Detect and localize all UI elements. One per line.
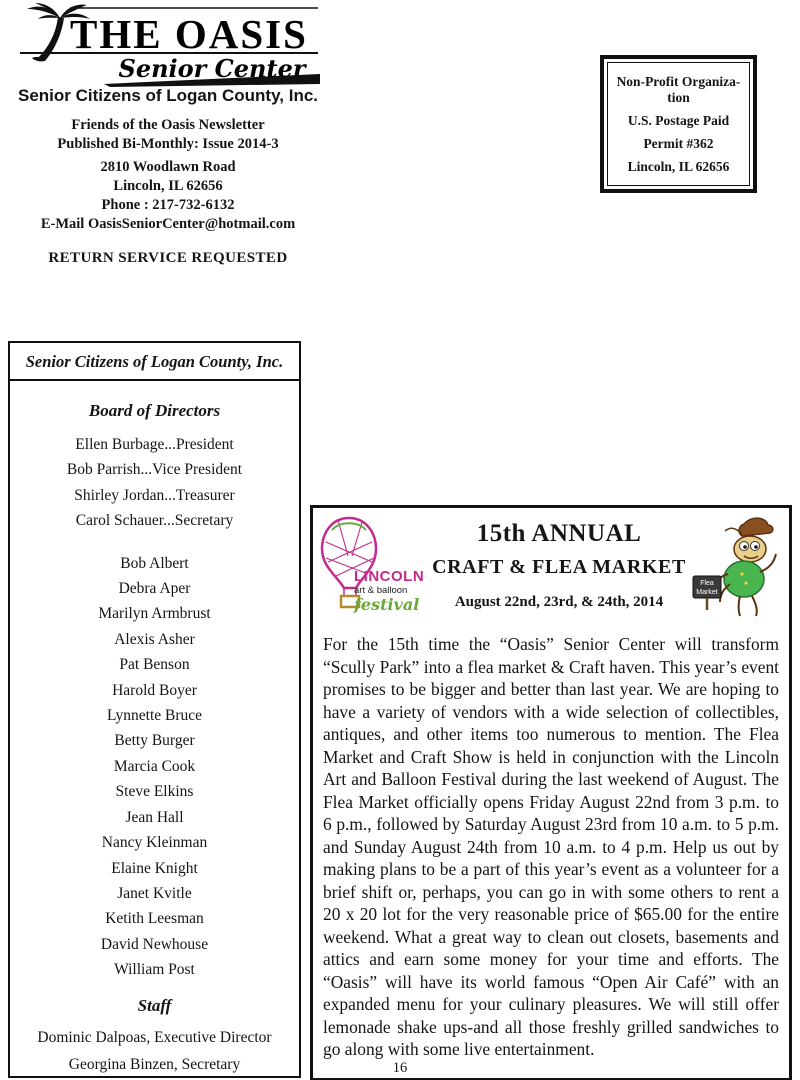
board-member: William Post <box>114 961 195 979</box>
address-line: 2810 Woodlawn Road <box>100 159 236 175</box>
postage-line: Permit #362 <box>643 136 714 151</box>
address-line: Lincoln, IL 62656 <box>113 178 223 194</box>
event-subtitle: CRAFT & FLEA MARKET <box>432 556 686 578</box>
board-of-directors-heading: Board of Directors <box>88 401 221 420</box>
logo-subtitle: Senior Center <box>118 54 306 83</box>
address-line: Phone : 217-732-6132 <box>101 197 235 213</box>
event-dates: August 22nd, 23rd, & 24th, 2014 <box>454 594 664 610</box>
event-titles <box>428 512 690 611</box>
address-block <box>12 158 324 234</box>
newsletter-info <box>12 116 324 154</box>
festival-logo-lincoln: LINCOLN <box>354 568 425 585</box>
board-member: Harold Boyer <box>112 681 197 699</box>
board-member: Bob Albert <box>120 554 189 572</box>
board-officer: Bob Parrish...Vice President <box>66 461 243 479</box>
board-members-list <box>10 551 299 983</box>
logo-title: The Oasis <box>70 11 308 57</box>
board-officers-list <box>10 432 299 534</box>
event-header <box>313 508 789 628</box>
staff-member: Georgina Binzen, Secretary <box>68 1055 241 1073</box>
board-box-title: Senior Citizens of Logan County, Inc. <box>10 343 299 381</box>
flea-sign-line2: Market <box>696 589 718 596</box>
org-name: Senior Citizens of Logan County, Inc. <box>17 86 319 105</box>
board-member: Nancy Kleinman <box>101 834 208 852</box>
postage-line: tion <box>667 90 690 105</box>
newsletter-line: Friends of the Oasis Newsletter <box>71 117 265 133</box>
board-member: Janet Kvitle <box>117 884 192 902</box>
festival-logo-art-balloon: art & balloon <box>354 585 408 596</box>
postage-line: Lincoln, IL 62656 <box>627 159 730 174</box>
board-member: Marcia Cook <box>113 757 196 775</box>
board-box <box>8 341 301 1078</box>
page-number: 16 <box>392 1060 408 1076</box>
board-member: Pat Benson <box>119 656 190 674</box>
oasis-logo-graphic <box>12 2 324 88</box>
board-member: Elaine Knight <box>111 859 198 877</box>
postage-line: U.S. Postage Paid <box>627 113 730 128</box>
return-service-notice: RETURN SERVICE REQUESTED <box>48 250 288 266</box>
flea-mascot-graphic <box>690 512 784 624</box>
board-member: Lynnette Bruce <box>106 707 203 725</box>
newsletter-line: Published Bi-Monthly: Issue 2014-3 <box>57 136 279 152</box>
postage-permit-lines <box>607 62 750 186</box>
flea-mascot-icon <box>690 512 784 624</box>
board-officer: Ellen Burbage...President <box>75 436 234 453</box>
event-body-text: For the 15th time the “Oasis” Senior Center will transform “Scully Park” into a flea market & Craft haven. This year’s event promises to be bigger and better than last year. We are hoping to have a variety of vendors with a wide selection of collectibles, antiques, and other items too numerous to mention. The Flea Market and Craft Show is held in conjunction with the Lincoln Art and Balloon Festival during the last weekend of August. The Flea Market officially opens Friday August 22nd from 3 p.m. to 6 p.m., followed by Saturday August 23rd from 10 a.m. to 5 p.m. and Sunday August 24th from 10 a.m. to 4 p.m. Help us out by making plans to be a part of this year’s event as a volunteer for a brief shift or, perhaps, you can go in with some others to rent a 20 x 20 lot for the very reasonable price of $65.00 for the entire weekend. What a great way to clean out closets, basements and attics and earn some money for your time and efforts. The “Oasis” will have its world famous “Open Air Café” with an expanded menu for your culinary pleasures. We will still offer lemonade shake ups-and all those freshly grilled sandwiches to go along with some live entertainment. <box>323 634 779 1059</box>
event-box <box>310 505 792 1080</box>
address-line: E-Mail OasisSeniorCenter@hotmail.com <box>40 216 296 232</box>
board-member: Alexis Asher <box>114 630 195 648</box>
board-member: Marilyn Armbrust <box>98 605 211 623</box>
board-member: Steve Elkins <box>115 783 194 801</box>
oasis-logo <box>12 2 324 88</box>
postage-line: Non-Profit Organiza- <box>616 74 741 89</box>
board-member: Betty Burger <box>114 732 195 750</box>
flea-sign-line1: Flea <box>700 580 714 587</box>
festival-logo-festival: festival <box>354 594 420 614</box>
balloon-festival-logo <box>318 512 428 626</box>
board-member: Ketith Leesman <box>105 910 204 928</box>
postage-permit-box <box>600 55 757 193</box>
board-member: David Newhouse <box>100 935 209 953</box>
board-member: Debra Aper <box>118 580 191 598</box>
board-member: Jean Hall <box>125 808 184 826</box>
event-title: 15th ANNUAL <box>476 520 642 547</box>
staff-member: Dominic Dalpoas, Executive Director <box>37 1028 272 1046</box>
board-officer: Carol Schauer...Secretary <box>75 512 234 530</box>
staff-heading: Staff <box>137 995 172 1015</box>
board-officer: Shirley Jordan...Treasurer <box>74 486 235 504</box>
festival-logo-text <box>354 569 428 613</box>
